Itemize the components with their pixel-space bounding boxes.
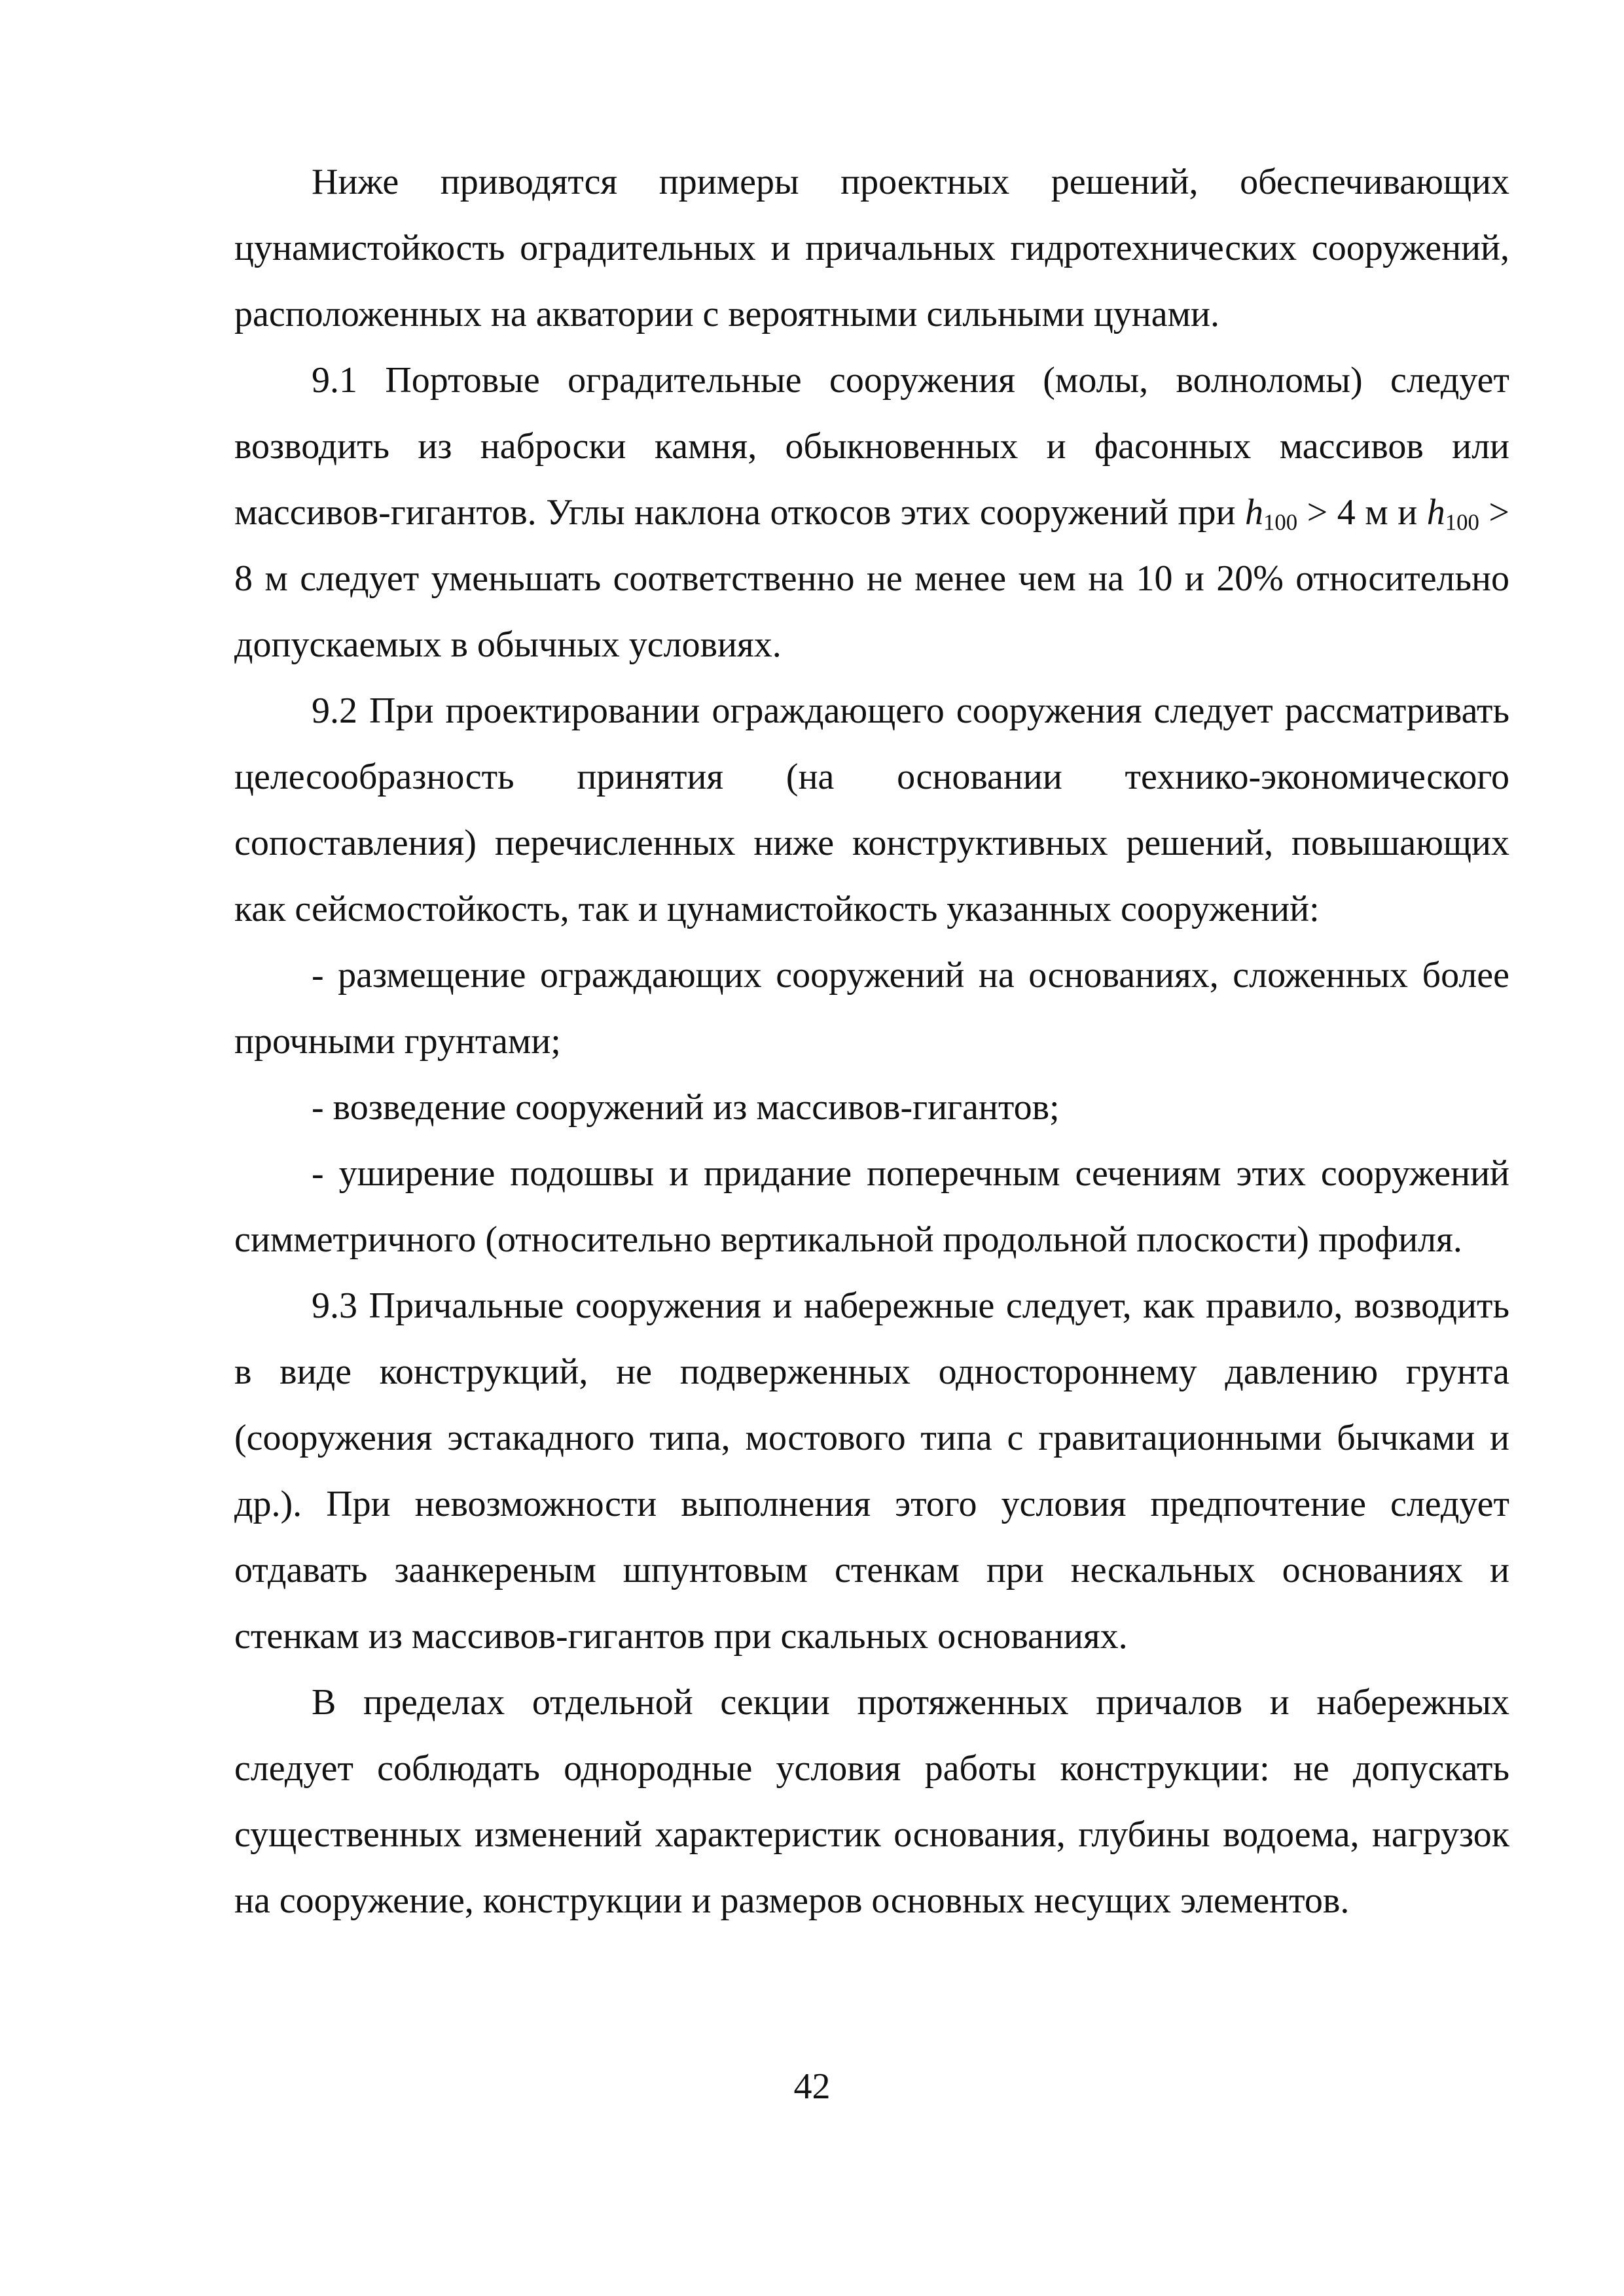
- variable-h-subscript: 100: [1445, 509, 1479, 535]
- list-item: - уширение подошвы и придание поперечным сечениям этих сооружений симметричного (относительно вертикальной продольной плоскости) профиля.: [234, 1153, 1509, 1260]
- variable-h: h: [1426, 492, 1445, 533]
- paragraph-final: В пределах отдельной секции протяженных причалов и набережных следует соблюдать однородные условия работы конструкции: не допускать существенных изменений характеристик основания, глубины водоема, нагрузок на сооружение, конструкции и размеров основных несущих элементов.: [234, 1682, 1509, 1921]
- paragraph-intro: Ниже приводятся примеры проектных решений, обеспечивающих цунамистойкость оградительных и причальных гидротехнических сооружений, расположенных на акватории с вероятными сильными цунами.: [234, 162, 1509, 334]
- list-item: - размещение ограждающих сооружений на основаниях, сложенных более прочными грунтами;: [234, 955, 1509, 1062]
- paragraph-9-2: 9.2 При проектировании ограждающего сооружения следует рассматривать целесообразность принятия (на основании технико-экономического сопоставления) перечисленных ниже конструктивных решений, повышающих как сейсмостойкость, так и цунамистойкость указанных сооружений:: [234, 691, 1509, 929]
- paragraph-9-3: 9.3 Причальные сооружения и набережные следует, как правило, возводить в виде конструкций, не подверженных одностороннему давлению грунта (сооружения эстакадного типа, мостового типа с гравитационными бычками и др.). При невозможности выполнения этого условия предпочтение следует отдавать заанкереным шпунтовым стенкам при нескальных основаниях и стенкам из массивов-гигантов при скальных основаниях.: [234, 1285, 1509, 1657]
- paragraph-9-1: [234, 348, 1509, 678]
- list-item: - возведение сооружений из массивов-гигантов;: [312, 1087, 1060, 1128]
- page-number: 42: [793, 2066, 831, 2107]
- paragraph-9-1-text-c: > 8 м следует уменьшать соответственно не менее чем на 10 и 20% относительно допускаемых в обычных условиях.: [234, 492, 1509, 665]
- paragraph-9-1-text-b: > 4 м и: [1297, 492, 1427, 533]
- variable-h-subscript: 100: [1263, 509, 1298, 535]
- paragraph-9-1-text-a: 9.1 Портовые оградительные сооружения (молы, волноломы) следует возводить из наброски камня, обыкновенных и фасонных массивов или массивов-гигантов. Углы наклона откосов этих сооружений при: [234, 360, 1509, 533]
- variable-h: h: [1244, 492, 1263, 533]
- body-text: [234, 149, 1509, 1934]
